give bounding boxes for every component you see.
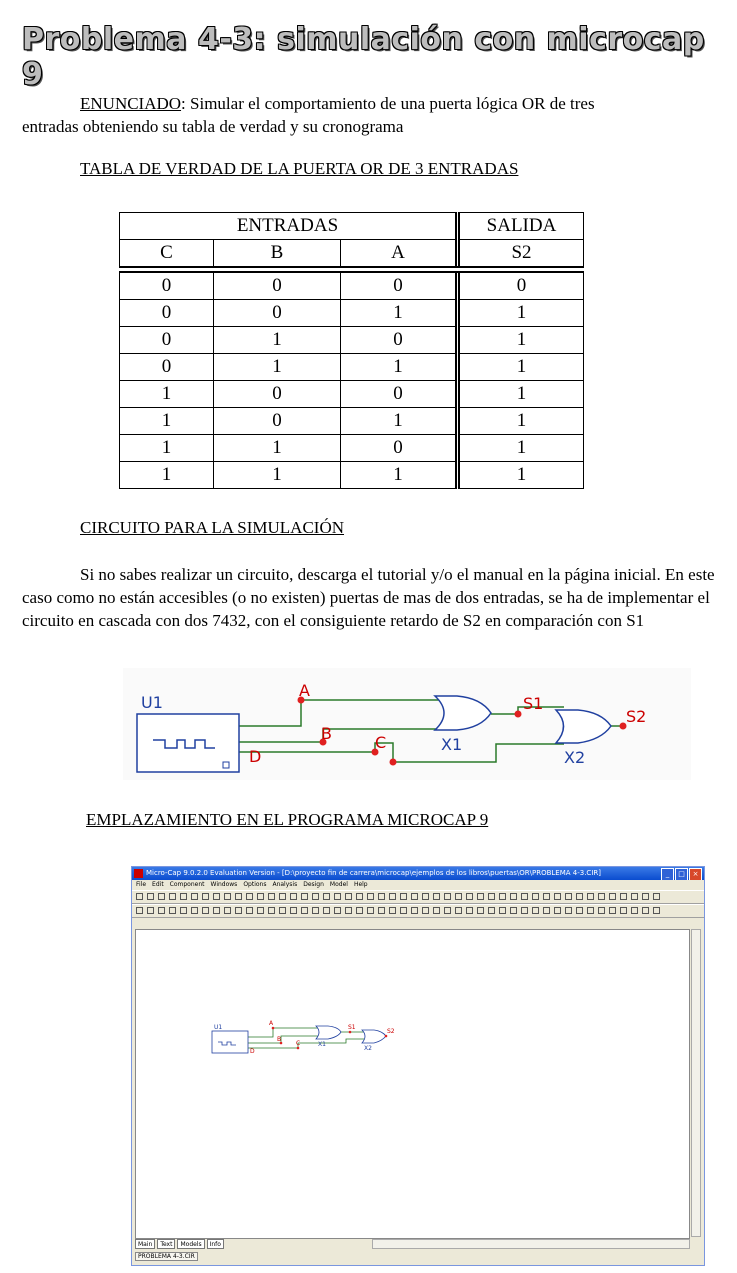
- circuit-diagram: [123, 668, 691, 780]
- menu-item-options[interactable]: Options: [243, 881, 267, 888]
- emplazamiento-heading: EMPLAZAMIENTO EN EL PROGRAMA MICROCAP 9: [86, 810, 489, 829]
- menu-item-edit[interactable]: Edit: [152, 881, 164, 888]
- toolbar-button-icon[interactable]: [477, 893, 484, 900]
- toolbar-button-icon[interactable]: [576, 893, 583, 900]
- toolbar-button-icon[interactable]: [466, 907, 473, 914]
- or-gate-x1: [435, 696, 491, 730]
- toolbar-button-icon[interactable]: [136, 907, 143, 914]
- toolbar-button-icon[interactable]: [510, 893, 517, 900]
- truth-cell: 0: [341, 327, 458, 354]
- toolbar-button-icon[interactable]: [158, 893, 165, 900]
- label-x1: X1: [441, 735, 463, 754]
- column-header-a: A: [341, 240, 458, 270]
- toolbar-button-icon[interactable]: [554, 907, 561, 914]
- toolbar-button-icon[interactable]: [488, 893, 495, 900]
- window-titlebar: [132, 867, 704, 880]
- toolbar-button-icon[interactable]: [444, 907, 451, 914]
- toolbar-button-icon[interactable]: [356, 893, 363, 900]
- truth-table-row: [120, 300, 584, 327]
- toolbar-button-icon[interactable]: [334, 907, 341, 914]
- toolbar-button-icon[interactable]: [235, 893, 242, 900]
- toolbar-button-icon[interactable]: [147, 907, 154, 914]
- truth-cell: 0: [214, 300, 341, 327]
- toolbar-button-icon[interactable]: [477, 907, 484, 914]
- toolbar-button-icon[interactable]: [224, 893, 231, 900]
- toolbar-button-icon[interactable]: [609, 893, 616, 900]
- close-icon[interactable]: ×: [689, 868, 702, 880]
- truth-cell: 1: [214, 327, 341, 354]
- toolbar-button-icon[interactable]: [378, 907, 385, 914]
- truth-cell: 1: [341, 408, 458, 435]
- truth-cell: 1: [120, 381, 214, 408]
- truth-cell: 0: [341, 381, 458, 408]
- toolbar-button-icon[interactable]: [631, 893, 638, 900]
- toolbar-button-icon[interactable]: [312, 907, 319, 914]
- column-header-b: B: [214, 240, 341, 270]
- truth-cell: 0: [458, 270, 584, 300]
- truth-cell: 1: [458, 381, 584, 408]
- toolbar-button-icon[interactable]: [488, 907, 495, 914]
- toolbar-button-icon[interactable]: [345, 907, 352, 914]
- app-icon: [134, 869, 143, 878]
- toolbar-button-icon[interactable]: [191, 907, 198, 914]
- toolbar-button-icon[interactable]: [356, 907, 363, 914]
- toolbar-button-icon[interactable]: [367, 893, 374, 900]
- toolbar-button-icon[interactable]: [301, 907, 308, 914]
- toolbar-button-icon[interactable]: [290, 893, 297, 900]
- toolbar-button-icon[interactable]: [433, 907, 440, 914]
- truth-cell: 1: [458, 300, 584, 327]
- toolbar-button-icon[interactable]: [334, 893, 341, 900]
- toolbar-button-icon[interactable]: [180, 907, 187, 914]
- truth-cell: 1: [458, 354, 584, 381]
- toolbar-button-icon[interactable]: [631, 907, 638, 914]
- circuit-paragraph: Si no sabes realizar un circuito, descarga el tutorial y/o el manual en la página inicial. En este caso como no están accesibles (o no existen) puertas de mas de dos entradas, se ha de implementar el circuito en cascada con dos 7432, con el consiguiente retardo de S2 en comparación con S1: [22, 565, 715, 630]
- toolbar-button-icon[interactable]: [279, 893, 286, 900]
- toolbar-button-icon[interactable]: [521, 893, 528, 900]
- menu-item-model[interactable]: Model: [329, 881, 348, 888]
- toolbar-button-icon[interactable]: [400, 907, 407, 914]
- sheet-tabs: [135, 1239, 224, 1249]
- toolbar-drawing: [132, 904, 704, 918]
- toolbar-button-icon[interactable]: [433, 893, 440, 900]
- toolbar-button-icon[interactable]: [180, 893, 187, 900]
- label-u1: U1: [141, 693, 163, 712]
- toolbar-button-icon[interactable]: [653, 907, 660, 914]
- toolbar-button-icon[interactable]: [312, 893, 319, 900]
- truth-cell: 1: [341, 462, 458, 489]
- toolbar-button-icon[interactable]: [587, 893, 594, 900]
- toolbar-button-icon[interactable]: [543, 907, 550, 914]
- toolbar-button-icon[interactable]: [224, 907, 231, 914]
- truth-table-row: [120, 408, 584, 435]
- toolbar-button-icon[interactable]: [499, 907, 506, 914]
- toolbar-button-icon[interactable]: [642, 907, 649, 914]
- toolbar-button-icon[interactable]: [565, 893, 572, 900]
- truth-cell: 0: [120, 270, 214, 300]
- toolbar-button-icon[interactable]: [257, 893, 264, 900]
- enunciado-paragraph: [22, 92, 717, 138]
- schematic-canvas[interactable]: [135, 929, 690, 1239]
- toolbar-button-icon[interactable]: [246, 907, 253, 914]
- column-header-c: C: [120, 240, 214, 270]
- toolbar-button-icon[interactable]: [532, 893, 539, 900]
- truth-cell: 1: [214, 462, 341, 489]
- toolbar-button-icon[interactable]: [136, 893, 143, 900]
- circuit-heading: CIRCUITO PARA LA SIMULACIÓN: [80, 518, 345, 537]
- toolbar-button-icon[interactable]: [620, 893, 627, 900]
- toolbar-button-icon[interactable]: [620, 907, 627, 914]
- truth-cell: 1: [341, 300, 458, 327]
- toolbar-button-icon[interactable]: [576, 907, 583, 914]
- toolbar-button-icon[interactable]: [213, 907, 220, 914]
- toolbar-button-icon[interactable]: [598, 907, 605, 914]
- truth-cell: 1: [214, 354, 341, 381]
- toolbar-button-icon[interactable]: [323, 893, 330, 900]
- toolbar-button-icon[interactable]: [466, 893, 473, 900]
- inputs-group-header: ENTRADAS: [120, 213, 458, 240]
- truth-cell: 0: [214, 381, 341, 408]
- label-a: A: [299, 681, 310, 700]
- toolbar-button-icon[interactable]: [268, 893, 275, 900]
- truth-cell: 1: [341, 354, 458, 381]
- toolbar-main: [132, 890, 704, 904]
- toolbar-button-icon[interactable]: [609, 907, 616, 914]
- mini-label-b: B: [277, 1036, 282, 1043]
- toolbar-button-icon[interactable]: [367, 907, 374, 914]
- horizontal-scrollbar[interactable]: [372, 1239, 690, 1249]
- mini-label-u1: U1: [214, 1024, 223, 1031]
- truth-table-row: [120, 327, 584, 354]
- toolbar-button-icon[interactable]: [202, 893, 209, 900]
- toolbar-button-icon[interactable]: [653, 893, 660, 900]
- label-s2: S2: [626, 707, 647, 726]
- label-d: D: [249, 747, 262, 766]
- toolbar-button-icon[interactable]: [301, 893, 308, 900]
- tab-models[interactable]: Models: [177, 1239, 204, 1249]
- tab-text[interactable]: Text: [157, 1239, 175, 1249]
- mini-label-d: D: [250, 1048, 255, 1055]
- toolbar-button-icon[interactable]: [499, 893, 506, 900]
- menu-item-help[interactable]: Help: [353, 881, 368, 888]
- truth-cell: 1: [214, 435, 341, 462]
- toolbar-button-icon[interactable]: [400, 893, 407, 900]
- truth-cell: 0: [120, 354, 214, 381]
- mini-schematic: [136, 930, 689, 1238]
- truth-cell: 0: [120, 327, 214, 354]
- truth-table-row: [120, 270, 584, 300]
- truth-cell: 0: [341, 435, 458, 462]
- toolbar-button-icon[interactable]: [455, 893, 462, 900]
- toolbar-button-icon[interactable]: [378, 893, 385, 900]
- maximize-icon[interactable]: □: [675, 868, 688, 880]
- or-gate-x2: [556, 710, 611, 743]
- toolbar-button-icon[interactable]: [444, 893, 451, 900]
- menu-item-windows[interactable]: Windows: [210, 881, 238, 888]
- toolbar-button-icon[interactable]: [235, 907, 242, 914]
- truth-cell: 1: [458, 408, 584, 435]
- mini-label-a: A: [269, 1020, 274, 1027]
- window-title: Micro-Cap 9.0.2.0 Evaluation Version - [D:\proyecto fin de carrera\microcap\ejemplos de los libros\puertas\OR\PROBLEMA 4-3.CIR]: [146, 869, 601, 877]
- mini-label-x1: X1: [318, 1041, 326, 1048]
- truth-cell: 0: [341, 270, 458, 300]
- label-s1: S1: [523, 694, 544, 713]
- truth-cell: 0: [214, 270, 341, 300]
- truth-cell: 0: [214, 408, 341, 435]
- truth-cell: 0: [120, 300, 214, 327]
- toolbar-button-icon[interactable]: [213, 893, 220, 900]
- truth-table-row: [120, 462, 584, 489]
- toolbar-button-icon[interactable]: [169, 893, 176, 900]
- toolbar-button-icon[interactable]: [268, 907, 275, 914]
- tab-info[interactable]: Info: [207, 1239, 224, 1249]
- status-bar: PROBLEMA 4-3.CIR: [135, 1252, 198, 1261]
- toolbar-button-icon[interactable]: [323, 907, 330, 914]
- mini-label-s2: S2: [387, 1028, 395, 1035]
- toolbar-button-icon[interactable]: [411, 893, 418, 900]
- toolbar-button-icon[interactable]: [455, 907, 462, 914]
- menu-item-analysis[interactable]: Analysis: [272, 881, 298, 888]
- toolbar-button-icon[interactable]: [279, 907, 286, 914]
- truth-table: [119, 212, 584, 489]
- toolbar-button-icon[interactable]: [389, 907, 396, 914]
- minimize-icon[interactable]: _: [661, 868, 674, 880]
- truth-cell: 1: [120, 462, 214, 489]
- toolbar-button-icon[interactable]: [158, 907, 165, 914]
- toolbar-button-icon[interactable]: [191, 893, 198, 900]
- mini-label-c: C: [296, 1040, 301, 1047]
- toolbar-button-icon[interactable]: [257, 907, 264, 914]
- mini-label-x2: X2: [364, 1045, 372, 1052]
- toolbar-button-icon[interactable]: [543, 893, 550, 900]
- toolbar-button-icon[interactable]: [422, 893, 429, 900]
- toolbar-button-icon[interactable]: [389, 893, 396, 900]
- enunciado-text-2: entradas obteniendo su tabla de verdad y su cronograma: [22, 117, 404, 136]
- vertical-scrollbar[interactable]: [691, 929, 701, 1237]
- label-x2: X2: [564, 748, 586, 767]
- enunciado-label: ENUNCIADO: [80, 94, 182, 113]
- toolbar-button-icon[interactable]: [554, 893, 561, 900]
- menu-item-design[interactable]: Design: [303, 881, 324, 888]
- label-c: C: [375, 733, 387, 752]
- toolbar-button-icon[interactable]: [532, 907, 539, 914]
- microcap-window: [131, 866, 705, 1266]
- toolbar-button-icon[interactable]: [510, 907, 517, 914]
- enunciado-text: : Simular el comportamiento de una puerta lógica OR de tres: [181, 94, 595, 113]
- toolbar-button-icon[interactable]: [411, 907, 418, 914]
- menu-item-component[interactable]: Component: [169, 881, 205, 888]
- label-b: B: [321, 724, 332, 743]
- tab-main[interactable]: Main: [135, 1239, 155, 1249]
- toolbar-button-icon[interactable]: [202, 907, 209, 914]
- menu-bar: [132, 880, 704, 890]
- mini-label-s1: S1: [348, 1024, 356, 1031]
- truth-table-row: [120, 381, 584, 408]
- toolbar-button-icon[interactable]: [169, 907, 176, 914]
- truth-cell: 1: [120, 435, 214, 462]
- toolbar-button-icon[interactable]: [422, 907, 429, 914]
- truth-cell: 1: [120, 408, 214, 435]
- truth-cell: 1: [458, 435, 584, 462]
- toolbar-button-icon[interactable]: [290, 907, 297, 914]
- toolbar-button-icon[interactable]: [147, 893, 154, 900]
- toolbar-button-icon[interactable]: [246, 893, 253, 900]
- u1-source-block: [137, 714, 239, 772]
- toolbar-button-icon[interactable]: [587, 907, 594, 914]
- page-title: Problema 4-3: simulación con microcap 9: [22, 22, 705, 92]
- toolbar-button-icon[interactable]: [521, 907, 528, 914]
- truth-table-row: [120, 435, 584, 462]
- toolbar-button-icon[interactable]: [598, 893, 605, 900]
- truth-cell: 1: [458, 462, 584, 489]
- output-group-header: SALIDA: [458, 213, 584, 240]
- truth-table-row: [120, 354, 584, 381]
- toolbar-button-icon[interactable]: [642, 893, 649, 900]
- truth-table-heading: TABLA DE VERDAD DE LA PUERTA OR DE 3 ENTRADAS: [80, 159, 519, 178]
- column-header-s2: S2: [458, 240, 584, 270]
- toolbar-button-icon[interactable]: [345, 893, 352, 900]
- truth-cell: 1: [458, 327, 584, 354]
- menu-item-file[interactable]: File: [136, 881, 147, 888]
- toolbar-button-icon[interactable]: [565, 907, 572, 914]
